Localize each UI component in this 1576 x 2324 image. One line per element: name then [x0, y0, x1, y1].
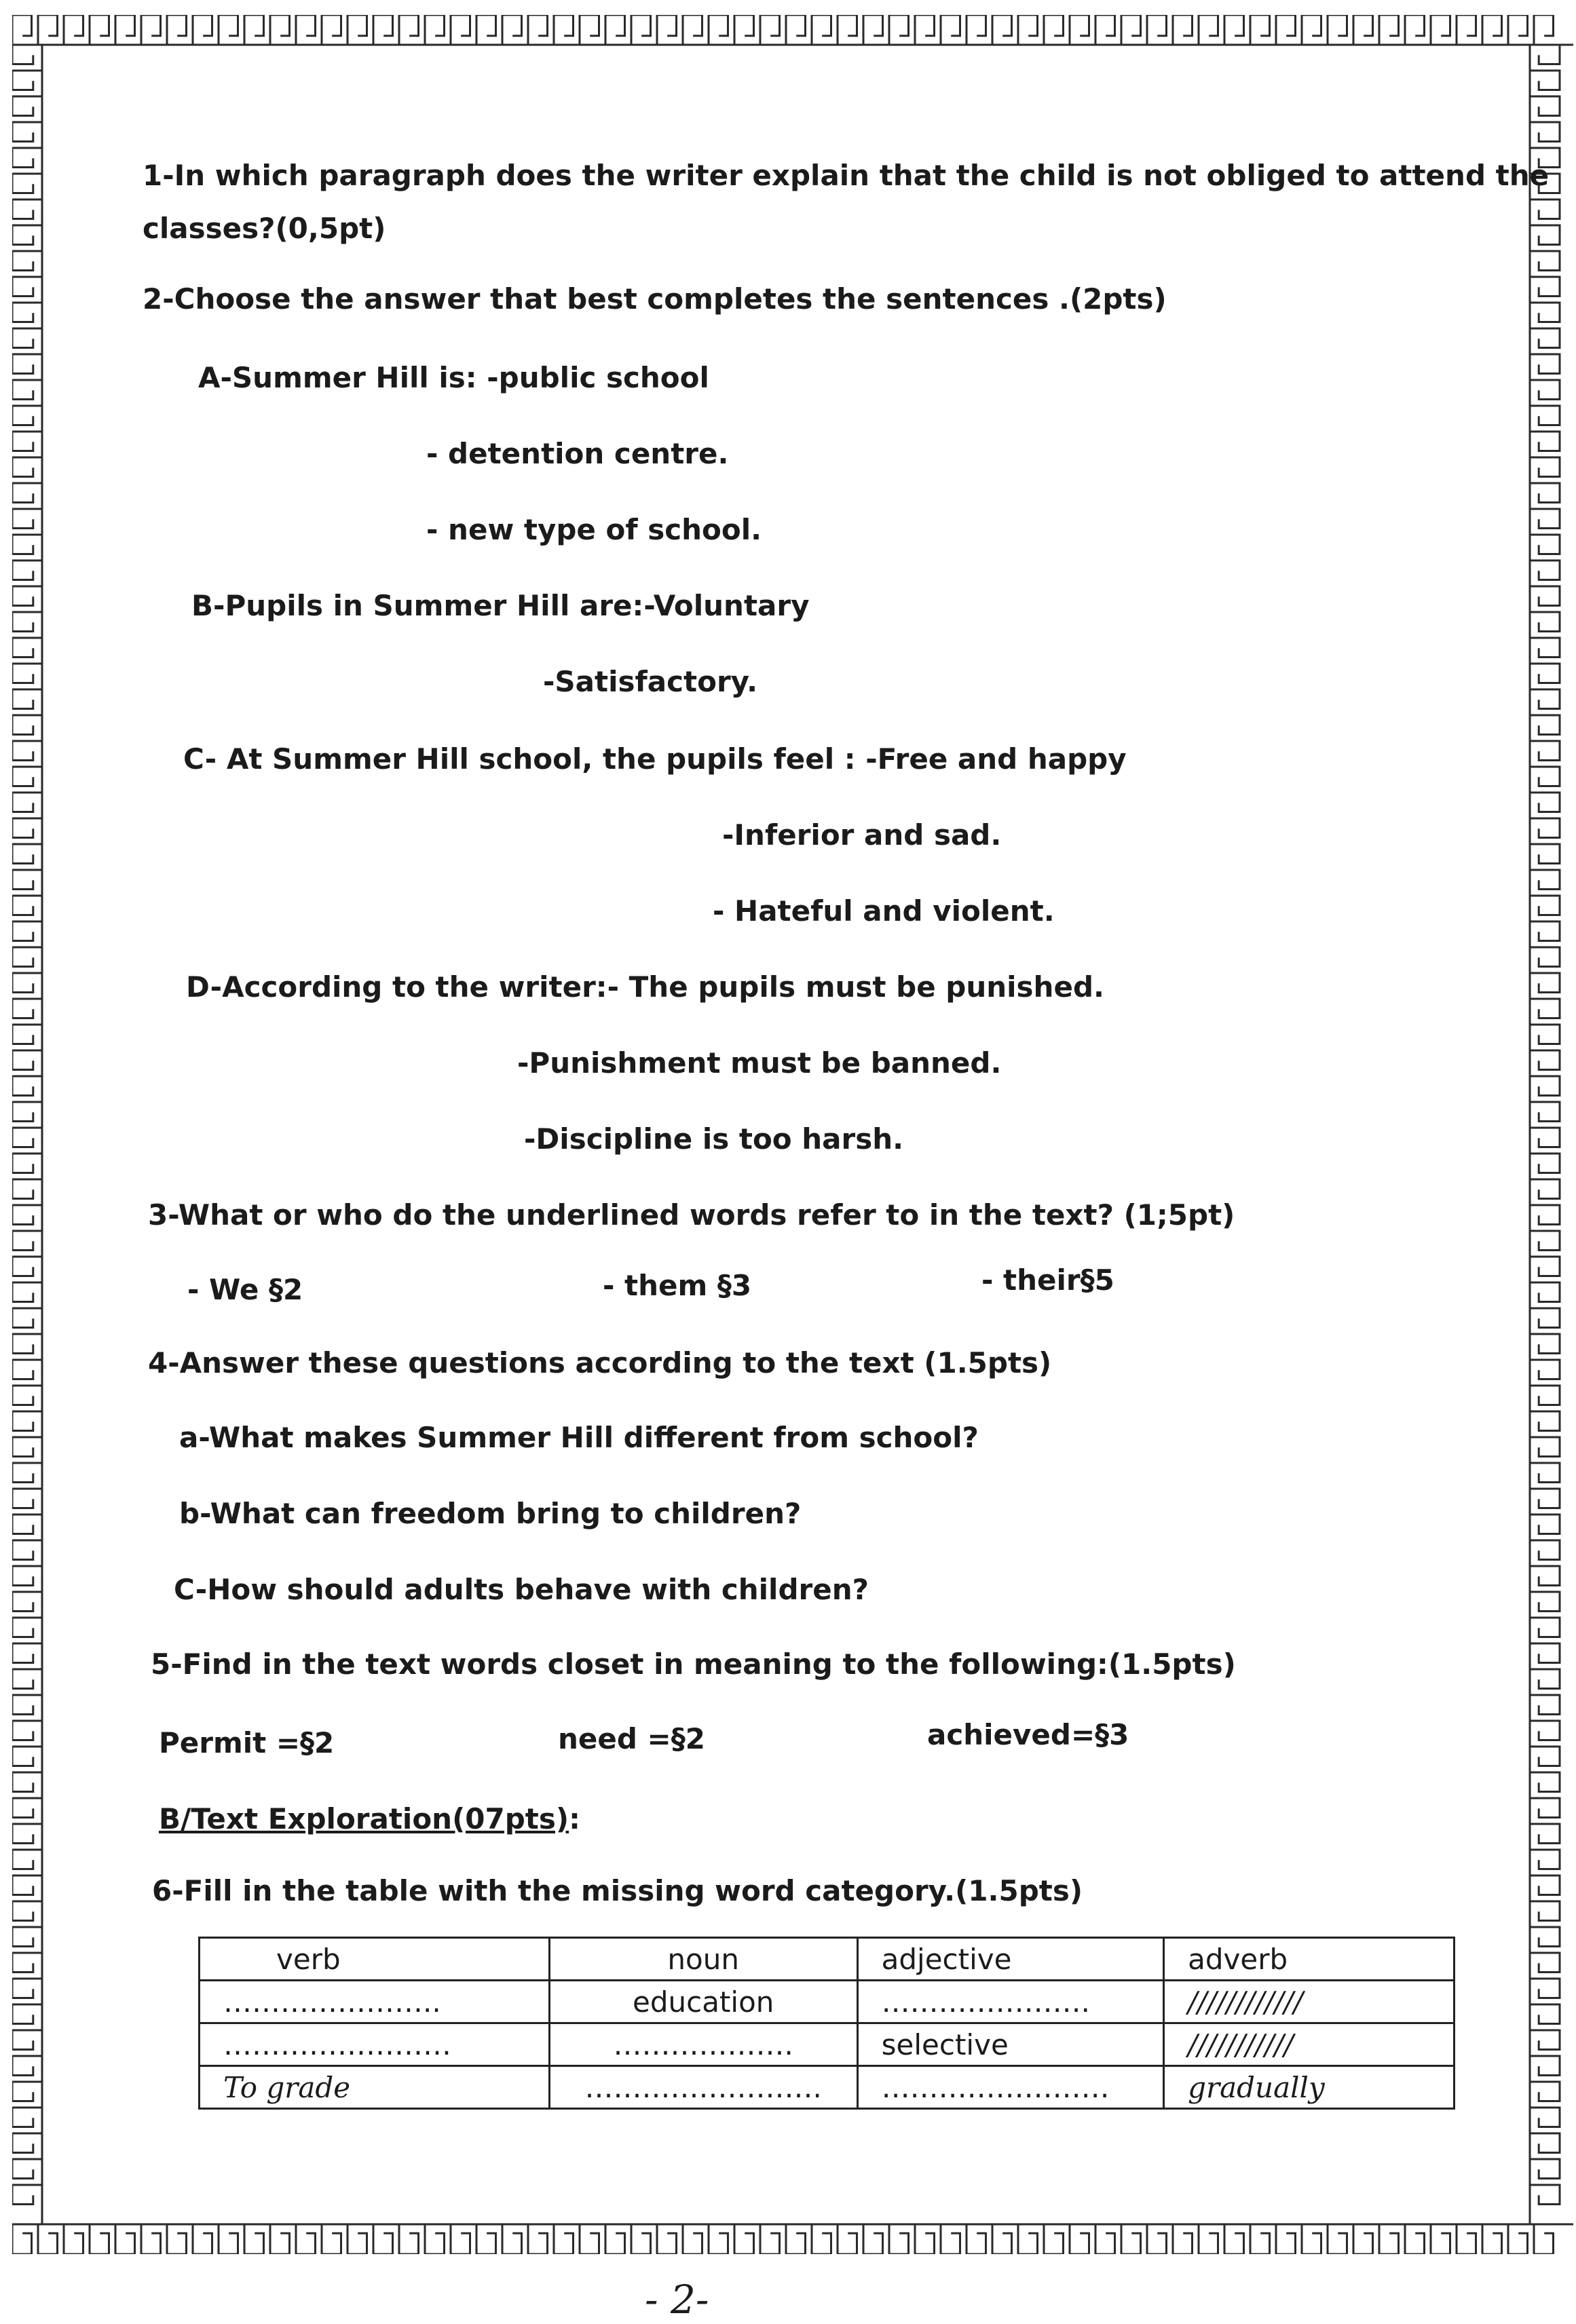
table-row — [200, 2066, 1455, 2109]
table-cell[interactable]: ………………. — [549, 2023, 857, 2066]
table-header-row — [200, 1938, 1455, 1981]
question-3-ref-1: - We §2 — [187, 1273, 303, 1306]
table-cell: gradually — [1164, 2066, 1455, 2109]
question-1-line-1: 1-In which paragraph does the writer explain that the child is not obliged to attend the — [143, 159, 1550, 192]
table-cell: /////////// — [1164, 2023, 1455, 2066]
question-3-ref-3: - their§5 — [981, 1263, 1114, 1297]
question-2-title: 2-Choose the answer that best completes the sentences .(2pts) — [143, 282, 1167, 316]
question-4c: C-How should adults behave with children? — [174, 1573, 869, 1606]
question-4b: b-What can freedom bring to children? — [179, 1497, 802, 1530]
border-segment — [12, 15, 1554, 45]
table-header-adjective: adjective — [857, 1938, 1164, 1981]
table-cell[interactable]: …………………. — [857, 1981, 1164, 2023]
question-2c-option-2: -Inferior and sad. — [722, 818, 1002, 852]
table-cell[interactable]: …………………… — [200, 2023, 550, 2066]
question-5-title: 5-Find in the text words closet in meaning to the following:(1.5pts) — [151, 1647, 1236, 1681]
question-2c-option-3: - Hateful and violent. — [713, 894, 1055, 928]
table-cell: selective — [857, 2023, 1164, 2066]
border-segment — [1530, 45, 1560, 2205]
question-5-word-1: Permit =§2 — [159, 1726, 335, 1759]
section-b-colon: : — [569, 1802, 580, 1835]
question-2a-option-2: - detention centre. — [426, 437, 729, 470]
question-4-title: 4-Answer these questions according to the text (1.5pts) — [148, 1346, 1052, 1379]
question-5-word-2: need =§2 — [558, 1722, 705, 1755]
section-b-heading — [159, 1802, 580, 1835]
question-2b-stem: B-Pupils in Summer Hill are:-Voluntary — [191, 589, 810, 622]
border-segment — [12, 45, 42, 2205]
question-2c-stem: C- At Summer Hill school, the pupils feel : -Free and happy — [183, 742, 1127, 776]
question-2b-option-2: -Satisfactory. — [543, 665, 758, 698]
section-b-title: B/Text Exploration(07pts) — [159, 1802, 569, 1835]
table-cell[interactable]: ………………….. — [200, 1981, 550, 2023]
table-row — [200, 1981, 1455, 2023]
question-2d-option-3: -Discipline is too harsh. — [524, 1122, 904, 1156]
question-6-title: 6-Fill in the table with the missing word category.(1.5pts) — [152, 1874, 1083, 1907]
question-5-word-3: achieved=§3 — [927, 1718, 1129, 1751]
question-4a: a-What makes Summer Hill different from school? — [179, 1421, 979, 1454]
table-header-noun: noun — [549, 1938, 857, 1981]
question-2d-stem: D-According to the writer:- The pupils must be punished. — [186, 970, 1104, 1004]
table-cell[interactable]: …………………… — [857, 2066, 1164, 2109]
table-cell[interactable]: ……………………. — [549, 2066, 857, 2109]
question-1-line-2: classes?(0,5pt) — [143, 212, 386, 245]
question-2a-stem: A-Summer Hill is: -public school — [198, 361, 709, 394]
border-segment — [12, 2224, 1554, 2254]
question-3-ref-2: - them §3 — [603, 1269, 752, 1302]
table-cell: education — [549, 1981, 857, 2023]
table-row — [200, 2023, 1455, 2066]
question-3-title: 3-What or who do the underlined words refer to in the text? (1;5pt) — [148, 1198, 1235, 1232]
page-number: - 2- — [645, 2277, 709, 2323]
table-header-adverb: adverb — [1164, 1938, 1455, 1981]
question-2d-option-2: -Punishment must be banned. — [517, 1046, 1002, 1080]
word-category-table — [198, 1937, 1455, 2110]
table-header-verb: verb — [200, 1938, 550, 1981]
table-cell: To grade — [200, 2066, 550, 2109]
question-2a-option-3: - new type of school. — [426, 513, 762, 546]
table-cell: //////////// — [1164, 1981, 1455, 2023]
